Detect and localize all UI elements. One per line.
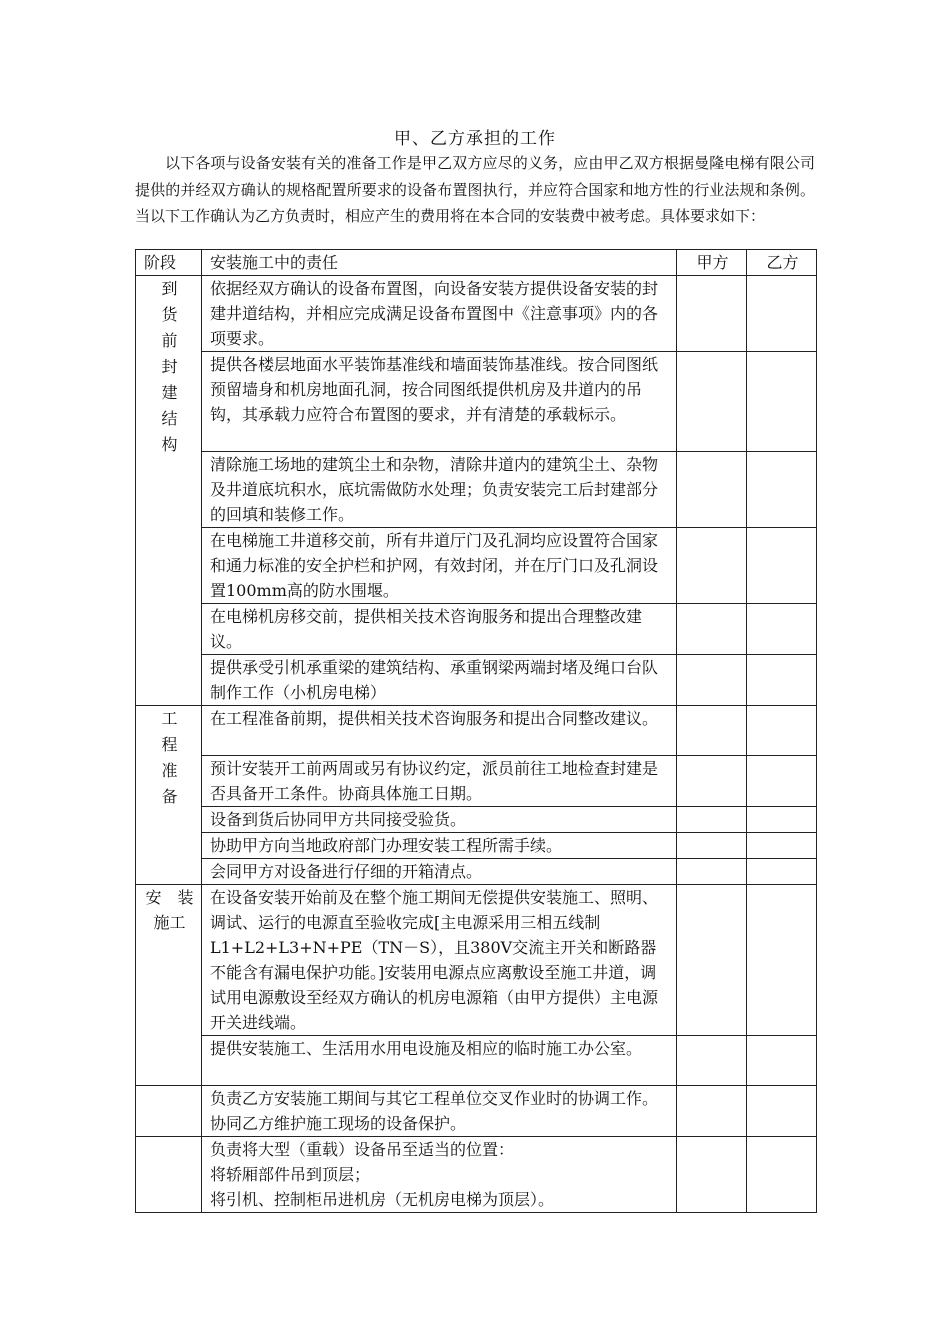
responsibility-cell: 在电梯施工井道移交前，所有井道厅门及孔洞均应设置符合国家和通力标准的安全护栏和护网，有效封闭，并在厅门口及孔洞设置100mm高的防水围堰。 <box>202 528 677 604</box>
table-row <box>136 452 817 528</box>
party-b-cell[interactable] <box>747 833 817 859</box>
stage-cell-installation: 安 装施工 <box>136 885 202 1086</box>
responsibility-line: 负责将大型（重载）设备吊至适当的位置： <box>210 1140 515 1159</box>
intro-paragraph: 以下各项与设备安装有关的准备工作是甲乙双方应尽的义务，应由甲乙双方根据曼隆电梯有限公司提供的并经双方确认的规格配置所要求的设备布置图执行，并应符合国家和地方性的行业法规和条例。当以下工作确认为乙方负责时，相应产生的费用将在本合同的安装费中被考虑。具体要求如下： <box>135 154 815 225</box>
party-b-cell[interactable] <box>747 1137 817 1213</box>
party-a-cell[interactable] <box>677 276 747 352</box>
table-row <box>136 833 817 859</box>
table-row <box>136 807 817 833</box>
party-b-cell[interactable] <box>747 452 817 528</box>
party-b-cell[interactable] <box>747 352 817 452</box>
responsibility-cell: 在设备安装开始前及在整个施工期间无偿提供安装施工、照明、调试、运行的电源直至验收完成[主电源采用三相五线制L1+L2+L3+N+PE（TN－S），且380V交流主开关和断路器不能含有漏电保护功能。]安装用电源点应离敷设至施工井道，调试用电源敷设至经双方确认的机房电源箱（由甲方提供）主电源开关进线端。 <box>202 885 677 1036</box>
stage-cell-empty <box>136 1137 202 1213</box>
stage-label-preparation: 工 程 准 备 <box>161 709 178 806</box>
responsibility-cell: 设备到货后协同甲方共同接受验货。 <box>202 807 677 833</box>
document-title: 甲、乙方承担的工作 <box>394 129 556 149</box>
responsibility-cell: 在工程准备前期，提供相关技术咨询服务和提出合同整改建议。 <box>202 706 677 756</box>
header-party-a: 甲方 <box>677 250 747 276</box>
party-b-cell[interactable] <box>747 756 817 807</box>
responsibility-cell: 在电梯机房移交前，提供相关技术咨询服务和提出合理整改建议。 <box>202 604 677 655</box>
stage-cell-empty <box>136 1086 202 1137</box>
table-header-row <box>136 250 817 276</box>
party-a-cell[interactable] <box>677 604 747 655</box>
header-party-b: 乙方 <box>747 250 817 276</box>
responsibility-cell: 提供安装施工、生活用水用电设施及相应的临时施工办公室。 <box>202 1036 677 1086</box>
responsibility-cell <box>202 1137 677 1213</box>
responsibility-cell: 提供各楼层地面水平装饰基准线和墙面装饰基准线。按合同图纸预留墙身和机房地面孔洞，按合同图纸提供机房及井道内的吊钩，其承载力应符合布置图的要求，并有清楚的承载标示。 <box>202 352 677 452</box>
party-b-cell[interactable] <box>747 1086 817 1137</box>
responsibility-cell: 会同甲方对设备进行仔细的开箱清点。 <box>202 859 677 885</box>
party-a-cell[interactable] <box>677 1086 747 1137</box>
table-row <box>136 859 817 885</box>
table-row <box>136 706 817 756</box>
table-row <box>136 528 817 604</box>
table-row <box>136 352 817 452</box>
responsibility-table <box>135 249 817 1213</box>
party-b-cell[interactable] <box>747 859 817 885</box>
table-row <box>136 655 817 706</box>
party-a-cell[interactable] <box>677 452 747 528</box>
responsibility-cell: 提供承受引机承重梁的建筑结构、承重钢梁两端封堵及绳口台队制作工作（小机房电梯） <box>202 655 677 706</box>
party-a-cell[interactable] <box>677 807 747 833</box>
table-row <box>136 1036 817 1086</box>
party-b-cell[interactable] <box>747 604 817 655</box>
party-a-cell[interactable] <box>677 885 747 1036</box>
party-b-cell[interactable] <box>747 276 817 352</box>
table-row <box>136 756 817 807</box>
party-b-cell[interactable] <box>747 655 817 706</box>
responsibility-cell: 清除施工场地的建筑尘土和杂物，清除井道内的建筑尘土、杂物及井道底坑积水，底坑需做防水处理；负责安装完工后封建部分的回填和装修工作。 <box>202 452 677 528</box>
responsibility-cell: 依据经双方确认的设备布置图，向设备安装方提供设备安装的封建井道结构，并相应完成满足设备布置图中《注意事项》内的各项要求。 <box>202 276 677 352</box>
responsibility-cell: 负责乙方安装施工期间与其它工程单位交叉作业时的协调工作。协同乙方维护施工现场的设备保护。 <box>202 1086 677 1137</box>
header-stage: 阶段 <box>136 250 202 276</box>
party-b-cell[interactable] <box>747 706 817 756</box>
table-row <box>136 1137 817 1213</box>
party-b-cell[interactable] <box>747 807 817 833</box>
party-b-cell[interactable] <box>747 528 817 604</box>
table-row <box>136 276 817 352</box>
party-a-cell[interactable] <box>677 859 747 885</box>
party-a-cell[interactable] <box>677 1137 747 1213</box>
party-a-cell[interactable] <box>677 1036 747 1086</box>
party-a-cell[interactable] <box>677 528 747 604</box>
header-responsibility: 安装施工中的责任 <box>202 250 677 276</box>
party-a-cell[interactable] <box>677 352 747 452</box>
party-a-cell[interactable] <box>677 756 747 807</box>
party-a-cell[interactable] <box>677 655 747 706</box>
stage-label-delivery: 到 货 前 封 建 结 构 <box>161 279 178 454</box>
stage-cell-preparation <box>136 706 202 885</box>
table-row <box>136 604 817 655</box>
table-row <box>136 885 817 1036</box>
stage-cell-delivery <box>136 276 202 706</box>
responsibility-line: 将引机、控制柜吊进机房（无机房电梯为顶层）。 <box>210 1190 555 1209</box>
responsibility-cell: 预计安装开工前两周或另有协议约定，派员前往工地检查封建是否具备开工条件。协商具体施工日期。 <box>202 756 677 807</box>
party-b-cell[interactable] <box>747 1036 817 1086</box>
responsibility-line: 将轿厢部件吊到顶层； <box>210 1165 371 1184</box>
table-row <box>136 1086 817 1137</box>
party-b-cell[interactable] <box>747 885 817 1036</box>
party-a-cell[interactable] <box>677 706 747 756</box>
responsibility-cell: 协助甲方向当地政府部门办理安装工程所需手续。 <box>202 833 677 859</box>
party-a-cell[interactable] <box>677 833 747 859</box>
